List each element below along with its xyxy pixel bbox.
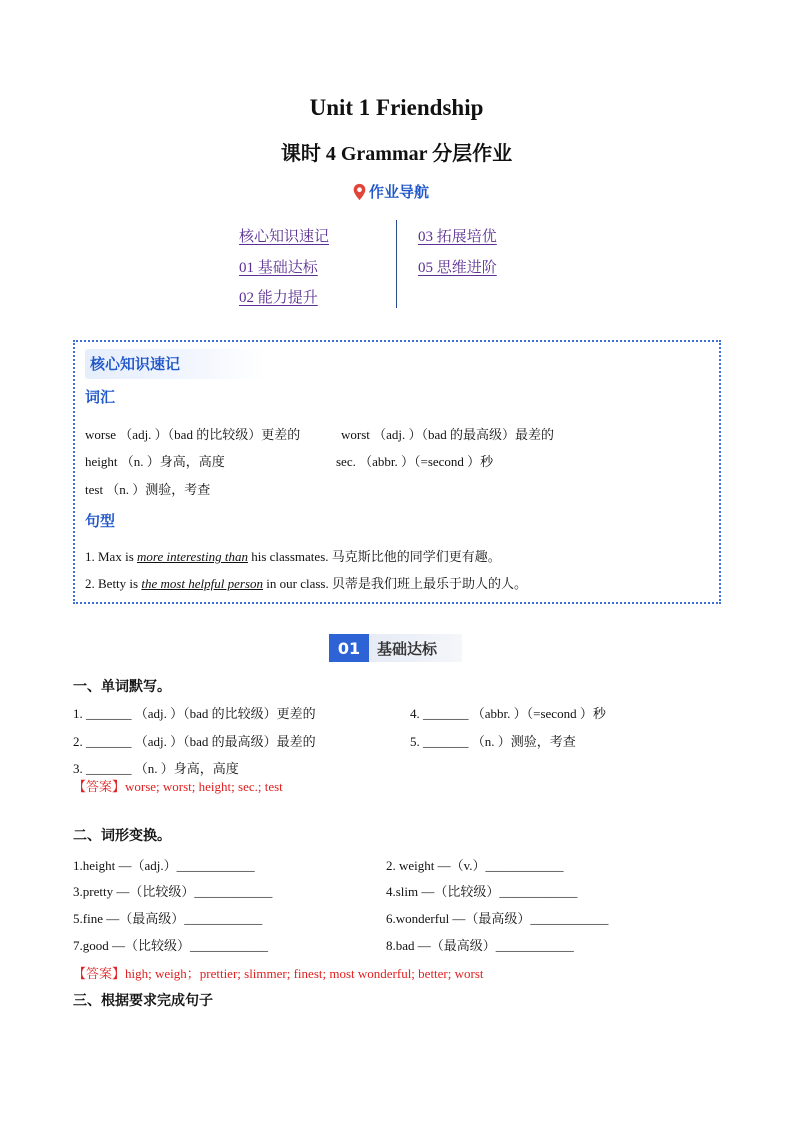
question-2-title: 二、词形变换。 [73,829,171,844]
pattern-emphasis: the most helpful person [141,576,264,591]
pattern-emphasis: more interesting than [137,549,248,564]
section-number: 01 [329,634,369,662]
pattern-label: 句型 [85,512,116,530]
q1-item: 4. _______ （abbr. ）（=second ）秒 [410,706,606,721]
question-1-title: 一、单词默写。 [73,680,171,695]
q1-item: 3. _______ （n. ）身高，高度 [73,761,239,776]
q1-answer: 【答案】worse; worst; height; sec.; test [73,779,283,794]
nav-link-ability[interactable]: 02 能力提升 [239,290,318,306]
page-subtitle: 课时 4 Grammar 分层作业 [280,143,513,165]
section-label: 基础达标 [369,634,462,662]
q1-item: 2. _______ （adj. ）（bad 的最高级）最差的 [73,734,316,749]
q2-item: 2. weight —（v.）____________ [386,858,564,873]
section-tag [329,634,462,662]
vocab-item: height （n. ）身高，高度 [85,454,225,469]
q2-item: 6.wonderful —（最高级）____________ [386,911,609,926]
nav-divider [396,220,397,308]
vocab-label: 词汇 [85,388,116,406]
q2-item: 8.bad —（最高级）____________ [386,938,574,953]
pattern-sentence-2 [85,573,527,592]
pattern-text: 1. Max is [85,549,137,564]
question-3-title: 三、根据要求完成句子 [73,994,213,1009]
nav-link-extension[interactable]: 03 拓展培优 [418,229,497,245]
pattern-text: his classmates. 马克斯比他的同学们更有趣。 [247,549,501,564]
q2-item: 1.height —（adj.）____________ [73,858,255,873]
nav-link-core-knowledge[interactable]: 核心知识速记 [239,229,330,245]
nav-link-basic[interactable]: 01 基础达标 [239,260,318,276]
pattern-sentence-1 [85,546,501,565]
q2-answer: 【答案】high; weigh；prettier; slimmer; finest; most wonderful; better; worst [73,966,484,981]
q1-item: 5. _______ （n. ）测验，考查 [410,734,576,749]
q2-item: 5.fine —（最高级）____________ [73,911,263,926]
nav-title: 作业导航 [369,183,430,201]
pattern-text: 2. Betty is [85,576,142,591]
vocab-item: test （n. ）测验，考查 [85,482,211,497]
q2-item: 3.pretty —（比较级）____________ [73,884,273,899]
vocab-item: worst （adj. ）（bad 的最高级）最差的 [341,427,555,442]
nav-heading [352,181,429,202]
vocab-item: sec. （abbr. ）（=second ）秒 [336,454,494,469]
vocab-item: worse （adj. ）（bad 的比较级）更差的 [85,427,301,442]
q1-item: 1. _______ （adj. ）（bad 的比较级）更差的 [73,706,316,721]
knowledge-heading [85,349,265,379]
pattern-text: in our class. 贝蒂是我们班上最乐于助人的人。 [263,576,527,591]
nav-link-thinking[interactable]: 05 思维进阶 [418,260,497,276]
q2-item: 7.good —（比较级）____________ [73,938,269,953]
knowledge-heading-text: 核心知识速记 [90,355,181,373]
map-pin-icon [352,183,367,201]
q2-item: 4.slim —（比较级）____________ [386,884,578,899]
page-title: Unit 1 Friendship [309,95,484,120]
